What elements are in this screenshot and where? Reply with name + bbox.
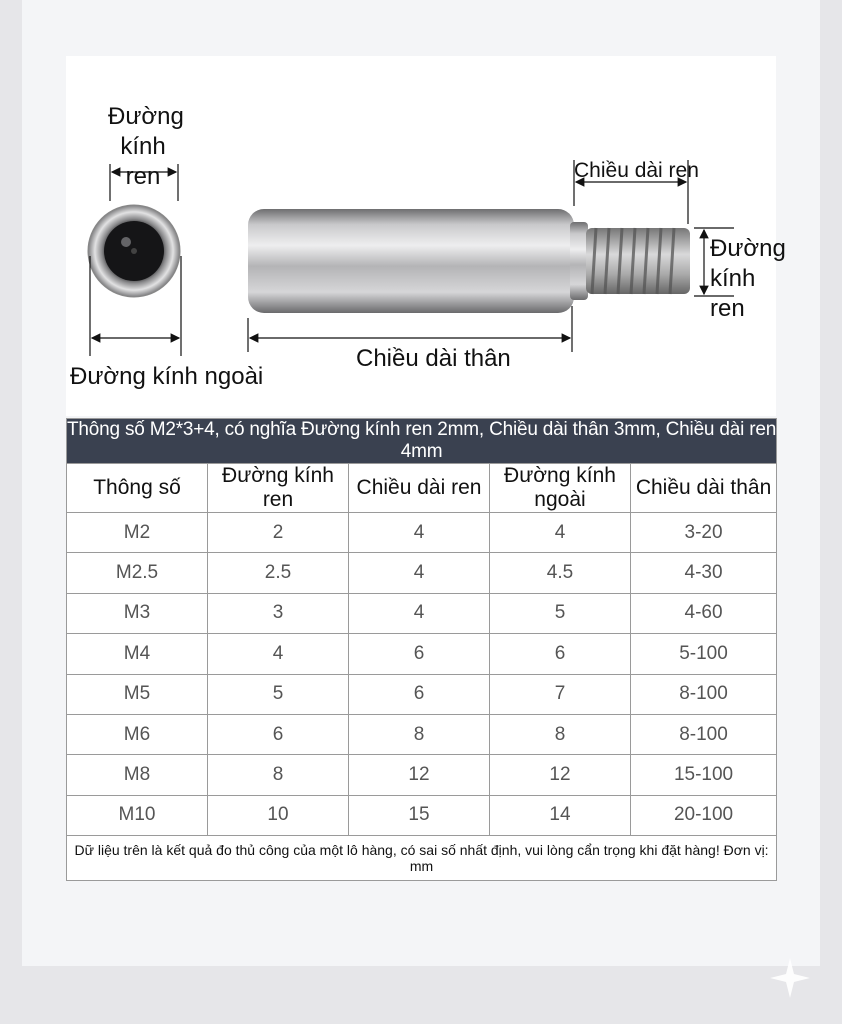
end-view-icon [88,205,180,297]
table-cell: 8-100 [631,714,777,754]
table-cell: 5 [490,593,631,633]
thread-diameter-label-left: Đường kính ren [108,103,184,190]
table-cell: 7 [490,674,631,714]
table-cell: 6 [349,674,490,714]
table-row [67,593,777,633]
table-footnote: Dữ liệu trên là kết quả đo thủ công của một lô hàng, có sai số nhất định, vui lòng cẩn trọng khi đặt hàng! Đơn vị: mm [67,836,777,881]
table-cell: 20-100 [631,795,777,835]
table-cell: 4 [349,513,490,553]
table-cell: 2.5 [208,553,349,593]
table-cell: 12 [349,755,490,795]
dimension-diagram [66,56,786,416]
table-cell: 15-100 [631,755,777,795]
table-cell: 3-20 [631,513,777,553]
column-header: Chiều dài thân [631,464,777,513]
table-banner: Thông số M2*3+4, có nghĩa Đường kính ren 2mm, Chiều dài thân 3mm, Chiều dài ren 4mm [67,419,777,462]
table-cell: 8 [349,714,490,754]
column-header: Thông số [67,464,208,513]
table-cell: M8 [67,755,208,795]
table-row [67,553,777,593]
table-header-row [67,464,777,513]
table-cell: 4 [490,513,631,553]
table-cell: 8 [490,714,631,754]
table-cell: 2 [208,513,349,553]
column-header: Đường kính ren [208,464,349,513]
table-cell: M6 [67,714,208,754]
table-cell: 4 [208,634,349,674]
table-cell: 8-100 [631,674,777,714]
table-row [67,755,777,795]
sparkle-icon [768,956,812,1000]
spec-table [66,418,777,881]
table-row [67,795,777,835]
side-view-icon [248,209,690,313]
table-cell: 14 [490,795,631,835]
table-cell: 6 [490,634,631,674]
outer-diameter-label: Đường kính ngoài [70,363,264,390]
table-cell: 12 [490,755,631,795]
table-row [67,634,777,674]
table-cell: 8 [208,755,349,795]
table-cell: M2.5 [67,553,208,593]
table-cell: 6 [208,714,349,754]
table-cell: 5-100 [631,634,777,674]
table-cell: 15 [349,795,490,835]
table-cell: 3 [208,593,349,633]
column-header: Đường kính ngoài [490,464,631,513]
body-length-label: Chiều dài thân [356,345,511,372]
table-footer-row [67,836,777,881]
table-cell: 4.5 [490,553,631,593]
table-banner-row [67,419,777,464]
table-row [67,714,777,754]
table-cell: 4-30 [631,553,777,593]
table-row [67,513,777,553]
table-cell: 4 [349,553,490,593]
table-cell: 4 [349,593,490,633]
thread-diameter-label-right: Đường kính ren [710,235,786,322]
table-cell: 5 [208,674,349,714]
table-cell: M5 [67,674,208,714]
table-row [67,674,777,714]
thread-length-label: Chiều dài ren [574,159,699,182]
table-cell: 10 [208,795,349,835]
table-cell: M4 [67,634,208,674]
table-cell: M10 [67,795,208,835]
table-cell: M2 [67,513,208,553]
table-cell: 6 [349,634,490,674]
column-header: Chiều dài ren [349,464,490,513]
table-cell: 4-60 [631,593,777,633]
table-cell: M3 [67,593,208,633]
